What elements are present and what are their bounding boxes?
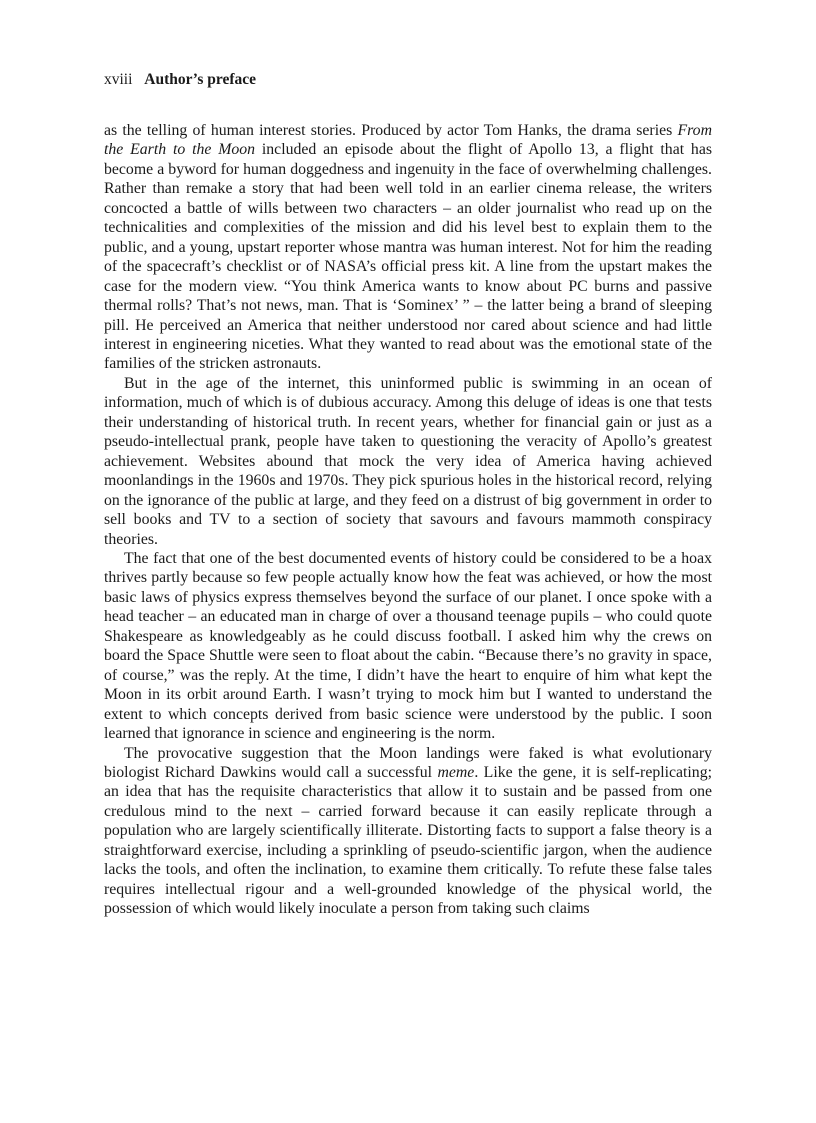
running-head	[104, 70, 256, 90]
text-run: . Like the gene, it is self-replicating; an idea that has the requisite characteristics that allow it to sustain and be passed from one credulous mind to the next – carried forward because it can easily replicate through a population who are largely scientifically illiterate. Distorting facts to support a false theory is a straightforward exercise, including a sprinkling of pseudo-scientific jargon, when the audience lacks the tools, and often the inclination, to examine them critically. To refute these false tales requires intellectual rigour and a well-grounded knowledge of the physical world, the possession of which would likely inoculate a person from taking such claims	[104, 763, 712, 918]
text-run: included an episode about the flight of Apollo 13, a flight that has become a byword for human doggedness and ingenuity in the face of overwhelming challenges. Rather than remake a story that had been well told in an earlier cinema release, the writers concocted a battle of wills between two characters – an older journalist who read up on the technicalities and complexities of the mission and did his level best to explain them to the public, and a young, upstart reporter whose mantra was human interest. Not for him the reading of the spacecraft’s checklist or of NASA’s official press kit. A line from the upstart makes the case for the modern view. “You think America wants to know about PC burns and passive thermal rolls? That’s not news, man. That is ‘Sominex’ ” – the latter being a brand of sleeping pill. He perceived an America that neither understood nor cared about science and had little interest in engineering niceties. What they wanted to read about was the emotional state of the families of the stricken astronauts.	[104, 141, 712, 373]
paragraph-4	[104, 744, 712, 919]
text-run: as the telling of human interest stories. Produced by actor Tom Hanks, the drama series	[104, 122, 678, 139]
paragraph-1	[104, 121, 712, 374]
text-run: But in the age of the internet, this uninformed public is swimming in an ocean of information, much of which is of dubious accuracy. Among this deluge of ideas is one that tests their understanding of historical truth. In recent years, whether for financial gain or just as a pseudo-intellectual prank, people have taken to questioning the veracity of Apollo’s greatest achievement. Websites abound that mock the very idea of America having achieved moonlandings in the 1960s and 1970s. They pick spurious holes in the historical record, relying on the ignorance of the public at large, and they feed on a distrust of big government in order to sell books and TV to a section of society that savours and favours mammoth conspiracy theories.	[104, 374, 712, 548]
italic-phrase: meme	[437, 763, 475, 781]
page-number: xviii	[104, 71, 133, 88]
text-run: The provocative suggestion that the Moon landings were faked is what evolutionary biologist Richard Dawkins would call a successful	[104, 744, 712, 781]
paragraph-3	[104, 549, 712, 744]
text-run: The fact that one of the best documented events of history could be considered to be a hoax thrives partly because so few people actually know how the feat was achieved, or how the most basic laws of physics express themselves beyond the surface of our planet. I once spoke with a head teacher – an educated man in charge of over a thousand teenage pupils – who could quote Shakespeare as knowledgeably as he could discuss football. I asked him why the crews on board the Space Shuttle were seen to float about the cabin. “Because there’s no gravity in space, of course,” was the reply. At the time, I didn’t have the heart to enquire of him what kept the Moon in its orbit around Earth. I wasn’t trying to mock him but I wanted to understand the extent to which concepts derived from basic science were understood by the public. I soon learned that ignorance in science and engineering is the norm.	[104, 549, 712, 743]
paragraph-2	[104, 374, 712, 549]
body-text	[104, 121, 712, 919]
running-head-title: Author’s preface	[144, 71, 257, 88]
italic-phrase: From the Earth to the Moon	[104, 122, 712, 159]
